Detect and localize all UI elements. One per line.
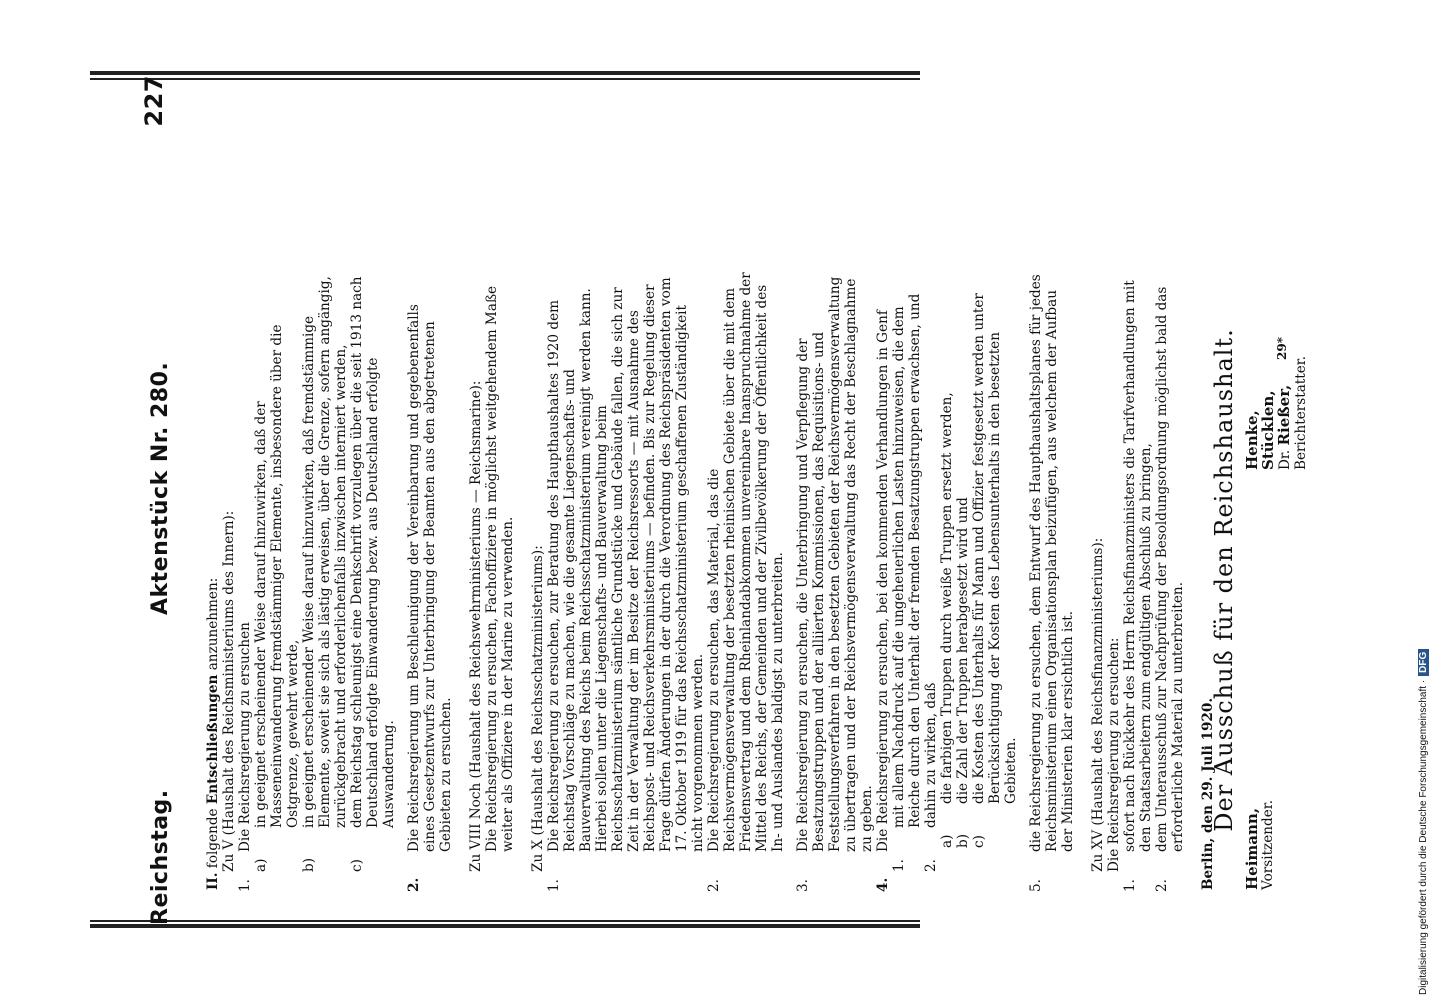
x-item-4-2a: a)die farbigen Truppen durch weiße Truppen ersetzt werden, [939, 392, 955, 848]
viii-text: Die Reichsregierung zu ersuchen, Fachoffiziere in möglichst weitgehendem Maße weiter als Offiziere in der Marine zu verwenden. [484, 285, 516, 852]
left-border-rule [90, 924, 920, 928]
rapporteur-signatures: Henke, Stücklen, Dr. Rießer, Berichterstatter. [1243, 355, 1309, 470]
x-item-5: 5.die Reichsregierung zu ersuchen, dem Entwurf des Haupthaushaltsplanes für jedes Reichsministerium einen Organisationsplan beizufügen, aus welchem der Aufbau der Ministerien klar ersichtlich ist. [1028, 274, 1076, 892]
place-date: Berlin, den 29. Juli 1920. [1200, 697, 1216, 890]
left-border-rule-thin [90, 920, 920, 922]
right-border-rule [90, 78, 920, 80]
x-item-2: 2.Die Reichsregierung zu ersuchen, das Material, das die Reichsvermögensverwaltung der besetzten rheinischen Gebiete über die mit dem Friedensvertrag und dem Rheinlandabkommen unvereinbare Inanspruchnahme der Mittel des Reichs, der Gemeinden und der Zivilbevölkerung der Öffentlichkeit des In- und Auslandes baldigst zu unterbreiten. [706, 272, 786, 892]
signature-mark: 29* [1275, 337, 1289, 360]
x-item-4: 4.Die Reichsregierung zu ersuchen, bei den kommenden Verhandlungen in Genf [875, 310, 891, 892]
right-border-rule-thick [90, 71, 920, 75]
header-title: Aktenstück Nr. 280. [148, 361, 173, 615]
x-item-4-2c: c)die Kosten des Unterhalts für Mann und Offizier festgesetzt werden unter Berücksichtigung der Kosten des Lebensunterhalts in den besetzten Gebieten. [971, 293, 1019, 848]
x-item-4-1: 1.mit allem Nachdruck auf die ungeheuerlichen Lasten hinzuweisen, die dem Reiche durch den Unterhalt der fremden Besatzungstruppen erwachsen, und [891, 293, 923, 872]
header-left: Reichstag. [148, 789, 173, 925]
section-intro: II. folgende Entschließungen anzunehmen: [205, 577, 221, 890]
v-item-1b: b)in geeignet erscheinender Weise darauf hinzuwirken, daß fremdstämmige Elemente, soweit sie sich als lästig erweisen, über die Grenze, sofern angängig, zurückgebracht und erforderlichenfalls inzwischen interniert werden, [301, 276, 349, 872]
heading-v: Zu V (Haushalt des Reichsministeriums des Innern): [221, 510, 237, 872]
page-header [140, 75, 180, 925]
dfg-logo: DFG [1418, 649, 1429, 676]
v-item-1: 1.Die Reichsregierung zu ersuchen [237, 622, 253, 892]
x-item-4-2: 2.dahin zu wirken, daß [923, 682, 939, 872]
v-item-1a: a)in geeignet erscheinender Weise darauf hinzuwirken, daß der Masseneinwanderung fremdstämmiger Elemente, insbesondere über die Ostgrenze, gewehrt werde, [253, 324, 301, 872]
document-body [205, 270, 1334, 890]
v-item-1c: c)dem Reichstag schleunigst eine Denkschrift vorzulegen über die seit 1913 nach Deutschland erfolgte Einwanderung bezw. aus Deutschland erfolgte Auswanderung. [349, 276, 397, 872]
committee-title: Der Ausschuß für den Reichshaushalt. [1210, 328, 1238, 832]
heading-x: Zu X (Haushalt des Reichsschatzministeriums): [530, 545, 546, 872]
digitization-footer: Digitalisierung gefördert durch die Deutsche Forschungsgemeinschaft ·DFG [1418, 649, 1429, 995]
heading-xv: Zu XV (Haushalt des Reichsfinanzministeriums): [1090, 537, 1106, 872]
page-number: 227 [140, 75, 168, 127]
v-item-2: 2.Die Reichsregierung um Beschleunigung der Vereinbarung und gegebenenfalls eines Gesetzentwurfs zur Unterbringung der Beamten aus den abgetretenen Gebieten zu ersuchen. [406, 304, 454, 892]
xv-item-2: 2.dem Unterausschuß zur Nachprüfung der Besoldungsordnung möglichst bald das erforderliche Material zu unterbreiten. [1154, 286, 1186, 892]
signatures [1244, 270, 1334, 890]
xv-intro: Die Reichsregierung zu ersuchen: [1106, 637, 1122, 872]
xv-item-1: 1.sofort nach Rückkehr des Herrn Reichsfinanzministers die Tarifverhandlungen mit den Staatsarbeitern zum endgültigen Abschluß zu bringen, [1122, 280, 1154, 892]
chair-signature: Heimann, Vorsitzender. [1243, 799, 1276, 890]
x-item-1: 1.Die Reichsregierung zu ersuchen, zur Beratung des Haupthaushaltes 1920 dem Reichstag Vorschläge zu machen, wie die gesamte Liegenschafts- und Bauverwaltung des Reichs beim Reichsschatzministerium vereinigt werden kann. Hierbei sollen unter die Liegenschafts- und Bauverwaltung beim Reichsschatzministerium sämtliche Grundstücke und Gebäude fallen, die sich zur Zeit in der Verwaltung der im Besitze der Reichsressorts — mit Ausnahme des Reichspost- und Reichsverkehrsministeriums — befinden. Bis zur Regelung dieser Frage dürfen Änderungen in der durch die Verordnung des Reichspräsidenten vom 17. Oktober 1919 für das Reichsschatzministerium geschaffenen Zuständigkeit nicht vorgenommen werden. [546, 277, 706, 892]
x-item-3: 3.Die Reichsregierung zu ersuchen, die Unterbringung und Verpflegung der Besatzungstruppen und der alliierten Kommissionen, das Requisitions- und Feststellungsverfahren in den besetzten Gebieten der Reichsvermögensverwaltung zu übertragen und der Reichsvermögensverwaltung das Recht der Beschlagnahme zu geben. [795, 276, 875, 892]
x-item-4-2b: b)die Zahl der Truppen herabgesetzt wird und [955, 497, 971, 848]
heading-viii: Zu VIII Noch (Haushalt des Reichswehrministeriums — Reichsmarine): [468, 380, 484, 872]
